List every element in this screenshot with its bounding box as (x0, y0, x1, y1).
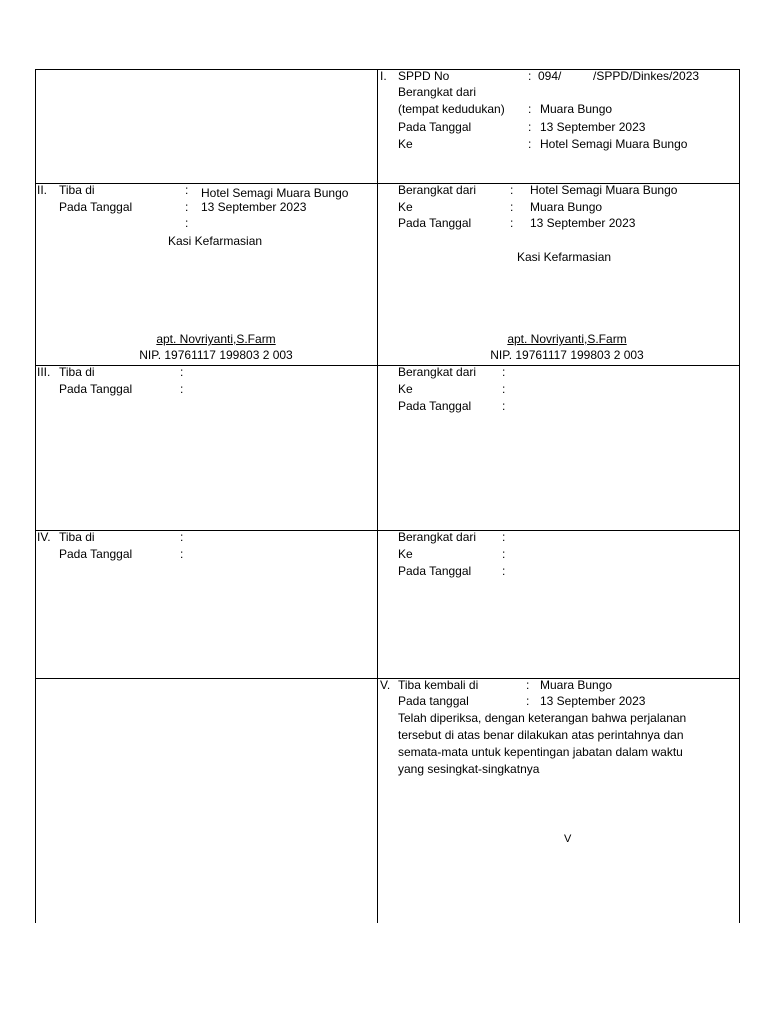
right-signatory-name: apt. Novriyanti,S.Farm (507, 332, 627, 346)
sppd-no-label: SPPD No (398, 69, 450, 83)
tiba-kembali-value: Muara Bungo (540, 678, 613, 692)
right-signatory-nip: NIP. 19761117 199803 2 003 (490, 348, 644, 362)
ke-separator: : (528, 137, 532, 151)
berangkat-dari-separator: : (502, 365, 506, 379)
right-signatory-title: Kasi Kefarmasian (517, 250, 612, 264)
row-divider-2 (35, 365, 740, 366)
pada-tanggal-label: Pada Tanggal (59, 547, 133, 561)
tempat-kedudukan-value: Muara Bungo (540, 102, 613, 116)
section-4-number: IV. (37, 530, 51, 544)
section-1-number: I. (380, 69, 387, 83)
verification-text-line-3: semata-mata untuk kepentingan jabatan dalam waktu (398, 745, 683, 759)
pada-tanggal-label: Pada Tanggal (398, 120, 472, 134)
section-3-number: III. (37, 365, 51, 379)
pada-tanggal-value: 13 September 2023 (540, 694, 646, 708)
sppd-no-separator: : (528, 69, 532, 83)
ke-label: Ke (398, 382, 413, 396)
berangkat-dari-separator: : (510, 183, 514, 197)
ke-value: Muara Bungo (530, 200, 603, 214)
left-signatory-name: apt. Novriyanti,S.Farm (156, 332, 276, 346)
tempat-kedudukan-separator: : (528, 102, 532, 116)
berangkat-dari-label: Berangkat dari (398, 530, 477, 544)
pada-tanggal-separator: : (180, 547, 184, 561)
pada-tanggal-separator: : (180, 382, 184, 396)
tiba-kembali-label: Tiba kembali di (398, 678, 479, 692)
berangkat-dari-label: Berangkat dari (398, 365, 477, 379)
berangkat-dari-label: Berangkat dari (398, 85, 477, 99)
pada-tanggal-separator: : (526, 694, 530, 708)
row-divider-3 (35, 530, 740, 531)
pada-tanggal-label: Pada tanggal (398, 694, 469, 708)
ke-separator: : (502, 382, 506, 396)
tiba-di-label: Tiba di (59, 530, 95, 544)
table-left-border (35, 69, 36, 923)
pada-tanggal-value: 13 September 2023 (201, 200, 307, 214)
sppd-no-suffix: /SPPD/Dinkes/2023 (593, 69, 700, 83)
extra-separator: : (185, 216, 189, 230)
signature-mark: V (564, 833, 572, 845)
table-center-divider (377, 69, 378, 923)
pada-tanggal-label: Pada Tanggal (59, 200, 133, 214)
tiba-di-value: Hotel Semagi Muara Bungo (201, 186, 349, 200)
berangkat-dari-value: Hotel Semagi Muara Bungo (530, 183, 678, 197)
section-2-number: II. (37, 183, 48, 197)
right-pada-tanggal-label: Pada Tanggal (398, 399, 472, 413)
right-pada-tanggal-separator: : (510, 216, 514, 230)
ke-separator: : (510, 200, 514, 214)
verification-text-line-1: Telah diperiksa, dengan keterangan bahwa perjalanan (398, 711, 687, 725)
berangkat-dari-label: Berangkat dari (398, 183, 477, 197)
ke-label: Ke (398, 547, 413, 561)
tiba-di-separator: : (180, 365, 184, 379)
ke-label: Ke (398, 137, 413, 151)
ke-value: Hotel Semagi Muara Bungo (540, 137, 688, 151)
tiba-di-label: Tiba di (59, 183, 95, 197)
tempat-kedudukan-label: (tempat kedudukan) (398, 102, 505, 116)
ke-separator: : (502, 547, 506, 561)
verification-text-line-2: tersebut di atas benar dilakukan atas perintahnya dan (398, 728, 684, 742)
pada-tanggal-separator: : (185, 200, 189, 214)
tiba-di-separator: : (185, 183, 189, 197)
pada-tanggal-label: Pada Tanggal (59, 382, 133, 396)
left-signatory-title: Kasi Kefarmasian (168, 234, 263, 248)
right-pada-tanggal-separator: : (502, 399, 506, 413)
sppd-no-number: 094/ (538, 69, 562, 83)
pada-tanggal-value: 13 September 2023 (540, 120, 646, 134)
right-pada-tanggal-value: 13 September 2023 (530, 216, 636, 230)
tiba-di-label: Tiba di (59, 365, 95, 379)
right-pada-tanggal-label: Pada Tanggal (398, 216, 472, 230)
pada-tanggal-separator: : (528, 120, 532, 134)
right-pada-tanggal-label: Pada Tanggal (398, 564, 472, 578)
table-right-border (739, 69, 740, 923)
section-5-number: V. (380, 678, 391, 692)
berangkat-dari-separator: : (502, 530, 506, 544)
tiba-kembali-separator: : (526, 678, 530, 692)
verification-text-line-4: yang sesingkat-singkatnya (398, 762, 540, 776)
ke-label: Ke (398, 200, 413, 214)
left-signatory-nip: NIP. 19761117 199803 2 003 (139, 348, 293, 362)
right-pada-tanggal-separator: : (502, 564, 506, 578)
tiba-di-separator: : (180, 530, 184, 544)
